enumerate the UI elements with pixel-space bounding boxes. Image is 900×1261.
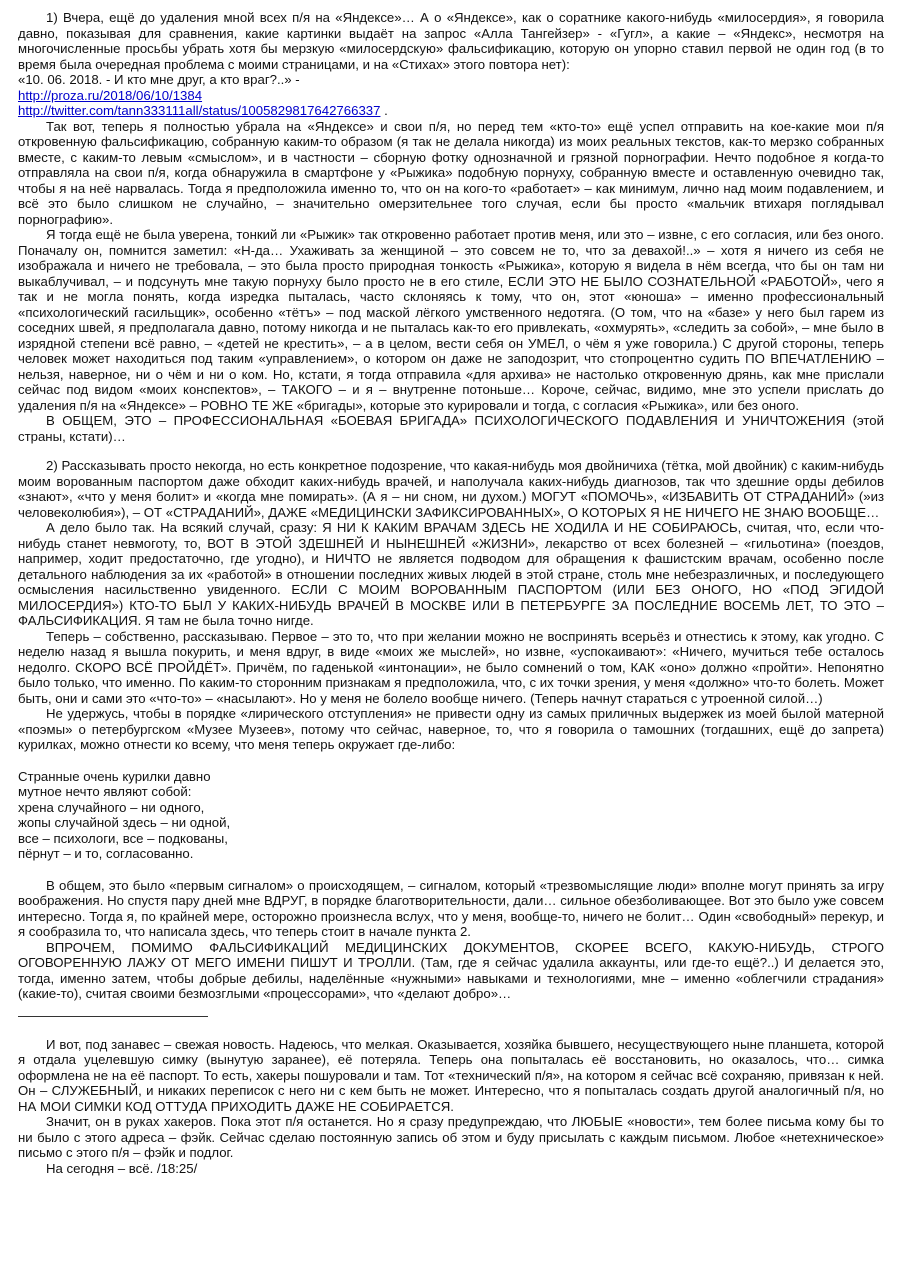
spacer <box>18 444 884 458</box>
spacer <box>18 753 884 769</box>
separator-line <box>18 1016 208 1017</box>
footer-paragraph-1: И вот, под занавес – свежая новость. Надеюсь, что мелкая. Оказывается, хозяйка бывшего, несуществующего ныне планшета, которой я отдала уцелевшую симку (вынутую заранее), её потеряла. Теперь она попыталась её восстановить, но оказалось, что… симка оформлена не на её паспорт. То есть, хакеры пошуровали и там. Тот «технический п/я», на котором я сейчас всё сохраняю, привязан к ней. Он – СЛУЖЕБНЫЙ, и никаких переписок с него ни с кем быть не может. Интересно, что я попыталась создать другой аналогичный п/я, но НА МОИ СИМКИ КОД ОТТУДА ПРИХОДИТЬ ДАЖЕ НЕ СОБИРАЕТСЯ. <box>18 1036 884 1114</box>
part1-conclusion-tail: (этой страны, кстати)… <box>18 413 884 444</box>
part2-paragraph-3: Теперь – собственно, рассказываю. Первое – это то, что при желании можно не воспринять всерьёз и отнестись к этому, как угодно. С неделю назад я вышла покурить, и меня вдруг, в виде «моих же мыслей», но извне, «успокаивают»: «Ничего, мучиться тебе осталось недолго. СКОРО ВСЁ ПРОЙДЁТ». Причём, по гаденькой «интонации», не было сомнений о том, КАК «оно» должно «пройти». Непонятно было только, что именно. По каким-то сторонним признакам я предположила, что, с их точки зрения, у меня «должно» что-то болеть. Может быть, они и сами это «что-то» – «насылают». Но у меня не болело вообще ничего. (Теперь начнут стараться с утроенной силой…) <box>18 628 884 706</box>
part1-paragraph-2: Так вот, теперь я полностью убрала на «Яндексе» и свои п/я, но перед тем «кто-то» ещё успел отправить на кое-какие мои п/я откровенную фальсификацию, собранную каким-то образом (я так не делала никогда) из моих реальных текстов, как-то мерзко собранных вместе, с каким-то левым «смыслом», и в частности – сборную фотку однозначной и грязной порнографии. Нечто подобное я когда-то отправляла на свои п/я, когда обнаружила в смартфоне у «Рыжика» подобную порнуху, собранную вместе и оставленную очевидно так, чтобы я на неё нарвалась. Тогда я предположила именно то, что он на кого-то «работает» – как минимум, лично над моим подавлением, и всё это было слишком не случайно, – значительно омерзительнее того случая, если бы просто «мальчик втихаря поглядывал порнографию». <box>18 118 884 227</box>
poem-line: хрена случайного – ни одного, <box>18 799 205 815</box>
part2-paragraph-6: ВПРОЧЕМ, ПОМИМО ФАЛЬСИФИКАЦИЙ МЕДИЦИНСКИХ ДОКУМЕНТОВ, СКОРЕЕ ВСЕГО, КАКУЮ-НИБУДЬ, СТРОГО ОГОВОРЕННУЮ ЛАЖУ ОТ МЕГО ИМЕНИ ПИШУТ И ТРОЛЛИ. (Там, где я сейчас удалила аккаунты, или где-то ещё?..) И делается это, тогда, именно затем, чтобы добрые дебилы, наделённые «нужными» навыками и технологиями, мне – именно «облегчили страдания» (какие-то), считая своими безмозглыми «процессорами», что «делают добро»… <box>18 939 884 1001</box>
spacer <box>18 862 884 878</box>
poem-line: мутное нечто являют собой: <box>18 784 192 799</box>
twitter-link[interactable]: http://twitter.com/tann333111all/status/1005829817642766337 <box>18 103 381 118</box>
proza-link[interactable]: http://proza.ru/2018/06/10/1384 <box>18 87 203 103</box>
part1-intro: 1) Вчера, ещё до удаления мной всех п/я на «Яндексе»… А о «Яндексе», как о соратнике какого-нибудь «милосердия», я говорила давно, показывая для сравнения, какие картинки выдаёт на запрос «Алла Тангейзер» - «Гугл», а какие – «Яндекс», несмотря на многочисленные просьбы убрать хотя бы мерзкую «милосердскую» фальсификацию, которую он упорно ставил первой не один год (в то время была очередная проблема с моими страницами, и на «Стихах» этого повтора нет): <box>18 10 884 72</box>
part2-paragraph-4: Не удержусь, чтобы в порядке «лирического отступления» не привести одну из самых приличных выдержек из моей былой матерной «поэмы» о петербургском «Музее Музеев», потому что сейчас, наверное, то, что я говорила о тамошних (тогдашних, ещё до запрета) курилках, можно отнести ко всему, что меня теперь окружает где-либо: <box>18 706 884 752</box>
part1-paragraph-3: Я тогда ещё не была уверена, тонкий ли «Рыжик» так откровенно работает против меня, или это – извне, с его согласия, или без оного. Поначалу он, помнится заметил: «Н-да… Ухаживать за женщиной – это совсем не то, что за девахой!..» – хотя я ничего из себя не изображала и ничего не требовала, – это была просто природная тонкость «Рыжика», которую я видела в нём всегда, что бы он там ни выкаблучивал, – и подсунуть мне такую порнуху было просто не в его стиле, ЕСЛИ ЭТО НЕ БЫЛО СОЗНАТЕЛЬНОЙ «РАБОТОЙ», чего я так и не могла понять, когда изредка пыталась, часто склоняясь к тому, что он, этот «юноша» – именно профессиональный «психологический гасильщик», особенно «тётъ» – под маской лёгкого умственного недотяга. (О том, что на «базе» у него был гарем из соседних швей, я предполагала давно, потому никогда и не пыталась как-то его привлекать, «охмурять», «следить за собой», – мне было в изрядной степени всё равно, – «детей не крестить», – а в целом, вести себя он УМЕЛ, о чём я уже говорила.) С другой стороны, теперь человек может находиться под таким «управлением», о котором он даже не заподозрит, что стопроцентно судить ПО ВПЕЧАТЛЕНИЮ – нельзя, наверное, ни о чём и ни о ком. Но, кстати, я тогда отправила «для архива» не настолько откровенную дрянь, как мне прислали сейчас под видом «моих конспектов», – ТАКОГО – и я – внутренне потоньше… Короче, сейчас, видимо, мне это успели прислать до удаления п/я на «Яндексе» – РОВНО ТЕ ЖЕ «бригады», которые это курировали и тогда, с согласия «Рыжика», или без оного. <box>18 227 884 413</box>
footer-signoff: На сегодня – всё. /18:25/ <box>46 1160 198 1176</box>
part1-paragraph-4 <box>18 413 884 444</box>
poem-line: все – психологи, все – подкованы, <box>18 830 228 846</box>
link-tail: . <box>380 103 388 118</box>
document-page <box>18 10 884 1176</box>
poem-line: жопы случайной здесь – ни одной, <box>18 815 231 830</box>
part2-paragraph-1: 2) Рассказывать просто некогда, но есть конкретное подозрение, что какая-нибудь моя двойничиха (тётка, мой двойник) с каким-нибудь моим ворованным паспортом даже обходит каких-нибудь врачей, и наполучала каких-нибудь диагнозов, так что здешние орды дебилов «знают», «что у меня болит» и «когда мне помирать». (А я – ни сном, ни духом.) МОГУТ «ПОМОЧЬ», «ИЗБАВИТЬ ОТ СТРАДАНИЙ» (»из человеколюбия»), – ОТ «СТРАДАНИЙ», ДАЖЕ «МЕДИЦИНСКИ ЗАФИКСИРОВАННЫХ», О КОТОРЫХ Я НЕ НИЧЕГО НЕ ЗНАЮ ВООБЩЕ… <box>18 458 884 520</box>
part2-paragraph-2: А дело было так. На всякий случай, сразу: Я НИ К КАКИМ ВРАЧАМ ЗДЕСЬ НЕ ХОДИЛА И НЕ СОБИРАЮСЬ, считая, что, если что-нибудь станет невмоготу, то, ВОТ В ЭТОЙ ЗДЕШНЕЙ И НЫНЕШНЕЙ «ЖИЗНИ», лекарство от всех болезней – «гильотина» (поездов, например, ходит предостаточно, где угодно), и НИЧТО не является подводом для обращения к фашистским врачам, особенно после детального наблюдения за их «работой» в отношении последних живых людей в этой стране, столь мне небезразличных, и последующего осмысления насильственно увиденного. ЕСЛИ С МОИМ ВОРОВАННЫМ ПАСПОРТОМ (ИЛИ БЕЗ ОНОГО, НО «ПОД ЭГИДОЙ МИЛОСЕРДИЯ») КТО-ТО БЫЛ У КАКИХ-НИБУДЬ ВРАЧЕЙ В МОСКВЕ ИЛИ В ПЕТЕРБУРГЕ ЗА ПОСЛЕДНИЕ ВОСЕМЬ ЛЕТ, ТО ЭТО – ФАЛЬСИФИКАЦИЯ. Я там не была точно нигде. <box>18 520 884 628</box>
part1-quote: «10. 06. 2018. - И кто мне друг, а кто враг?..» - <box>18 72 300 87</box>
poem-excerpt <box>18 769 884 862</box>
part1-conclusion: В ОБЩЕМ, ЭТО – ПРОФЕССИОНАЛЬНАЯ «БОЕВАЯ БРИГАДА» ПСИХОЛОГИЧЕСКОГО ПОДАВЛЕНИЯ И УНИЧТОЖЕНИЯ <box>46 413 846 428</box>
part2-paragraph-5: В общем, это было «первым сигналом» о происходящем, – сигналом, который «трезвомыслящие люди» вполне могут принять за игру воображения. Но спустя пару дней мне ВДРУГ, в порядке благотворительности, дали… сильное обезболивающее. Вот это было уже совсем интересно. Тогда я, по крайней мере, осторожно произнесла вслух, что у меня, вообще-то, ничего не болит… Один «свободный» перекур, и я сообразила то, что написала здесь, что теперь стоит в начале пункта 2. <box>18 877 884 939</box>
poem-line: пёрнут – и то, согласованно. <box>18 846 194 861</box>
footer-paragraph-2: Значит, он в руках хакеров. Пока этот п/я останется. Но я сразу предупреждаю, что ЛЮБЫЕ «новости», тем более письма кому бы то ни было с этого адреса – фэйк. Сейчас сделаю постоянную запись об этом и буду присылать с каждым письмом. Любое «нетехническое» письмо с этого п/я – фэйк и подлог. <box>18 1114 884 1160</box>
poem-line: Странные очень курилки давно <box>18 768 211 784</box>
